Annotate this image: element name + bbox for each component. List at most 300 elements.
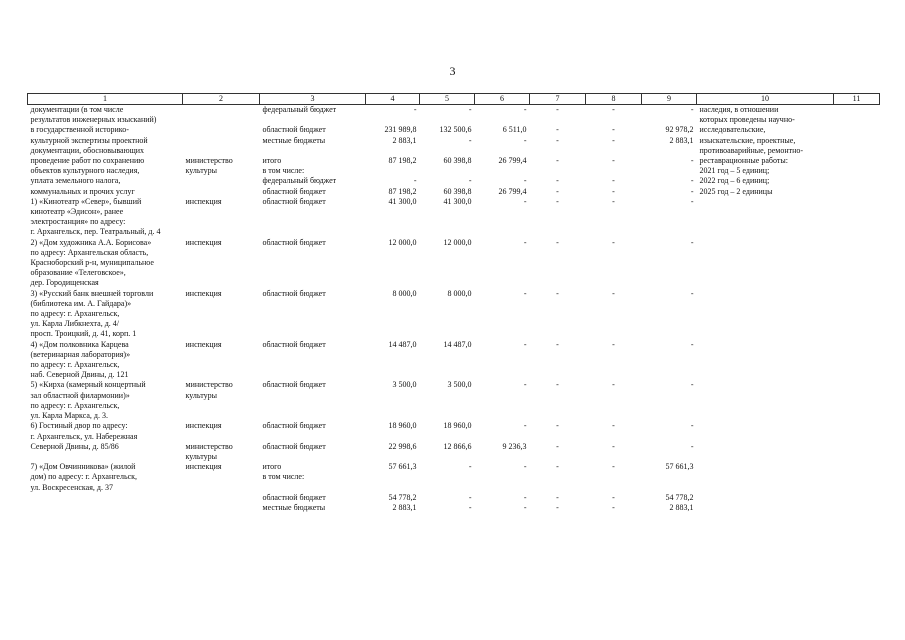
results-cell: [697, 238, 834, 248]
results-cell: [697, 370, 834, 380]
year-2025-cell: [642, 248, 697, 258]
year-2025-cell: -: [690, 237, 694, 247]
year-2023-cell: [530, 146, 586, 156]
year-2024-cell: [586, 391, 642, 401]
funding-source-cell: [260, 319, 366, 329]
total-cell: [366, 483, 420, 493]
year-2024-cell: [586, 258, 642, 268]
total-cell: 57 661,3: [388, 462, 417, 472]
year-2022-cell: [475, 432, 530, 442]
object-name-cell: по адресу: г. Архангельск,: [30, 309, 120, 319]
year-2024-cell: -: [612, 186, 615, 196]
year-2023-cell: [530, 258, 586, 268]
year-2024-cell: [586, 227, 642, 237]
total-cell: [366, 115, 420, 125]
responsible-cell: инспекция: [185, 462, 222, 472]
year-2023-cell: -: [556, 441, 559, 451]
year-2025-cell: [642, 268, 697, 278]
col-11-cell: [834, 391, 880, 401]
responsible-cell: [183, 268, 260, 278]
total-cell: [366, 472, 420, 482]
total-cell: 2 883,1: [392, 502, 417, 512]
total-cell: 87 198,2: [388, 186, 417, 196]
funding-source-cell: [260, 329, 366, 339]
object-name-cell: объектов культурного наследия,: [30, 166, 140, 176]
results-cell: [697, 421, 834, 431]
total-cell: [366, 329, 420, 339]
year-2022-cell: [475, 248, 530, 258]
year-2023-cell: [530, 452, 586, 462]
col-11-cell: [834, 360, 880, 370]
object-name-cell: уплата земельного налога,: [30, 176, 121, 186]
col-11-cell: [834, 452, 880, 462]
total-cell: 3 500,0: [392, 380, 417, 390]
year-2025-cell: -: [690, 380, 694, 390]
year-2025-cell: 57 661,3: [665, 462, 694, 472]
object-name-cell: ул. Карла Либкнехта, д. 4/: [30, 319, 119, 329]
total-cell: 2 883,1: [392, 135, 417, 145]
object-name-cell: образование «Телеговское»,: [30, 268, 126, 278]
col-11-cell: [834, 340, 880, 350]
year-2023-cell: [530, 472, 586, 482]
year-2023-cell: [530, 370, 586, 380]
year-2024-cell: [586, 411, 642, 421]
year-2022-cell: -: [523, 492, 527, 502]
table-row: [28, 125, 880, 135]
col-11-cell: [834, 350, 880, 360]
responsible-cell: [183, 370, 260, 380]
object-name-cell: [28, 452, 183, 462]
total-cell: [366, 217, 420, 227]
col-11-cell: [834, 432, 880, 442]
year-2021-cell: [420, 391, 475, 401]
table-row: [28, 462, 880, 472]
table-body: [28, 105, 880, 514]
results-cell: [697, 299, 834, 309]
year-2022-cell: [475, 411, 530, 421]
results-cell: [697, 401, 834, 411]
table-row: [28, 248, 880, 258]
year-2025-cell: -: [690, 421, 694, 431]
table-row: [28, 217, 880, 227]
year-2025-cell: [642, 360, 697, 370]
col-11-cell: [834, 268, 880, 278]
year-2025-cell: [642, 146, 697, 156]
responsible-cell: [183, 360, 260, 370]
year-2024-cell: [586, 248, 642, 258]
year-2021-cell: [420, 411, 475, 421]
year-2022-cell: [475, 299, 530, 309]
col-11-cell: [834, 187, 880, 197]
results-cell: исследовательские,: [699, 125, 766, 135]
results-cell: [697, 503, 834, 513]
results-cell: [697, 217, 834, 227]
results-cell: [697, 258, 834, 268]
col-11-cell: [834, 380, 880, 390]
year-2025-cell: [642, 319, 697, 329]
results-cell: 2021 год – 5 единиц;: [699, 166, 770, 176]
funding-source-cell: [260, 146, 366, 156]
responsible-cell: [183, 493, 260, 503]
responsible-cell: [183, 401, 260, 411]
year-2024-cell: [586, 207, 642, 217]
year-2024-cell: [586, 483, 642, 493]
year-2022-cell: [475, 268, 530, 278]
year-2022-cell: [475, 401, 530, 411]
object-name-cell: в государственной историко-: [30, 125, 129, 135]
responsible-cell: [183, 125, 260, 135]
year-2021-cell: [420, 432, 475, 442]
col-11-cell: [834, 248, 880, 258]
year-2022-cell: [475, 360, 530, 370]
total-cell: [366, 146, 420, 156]
object-name-cell: проведение работ по сохранению: [30, 156, 145, 166]
year-2023-cell: [530, 360, 586, 370]
year-2022-cell: [475, 370, 530, 380]
funding-source-cell: областной бюджет: [262, 492, 326, 502]
year-2024-cell: [586, 309, 642, 319]
year-2025-cell: [642, 452, 697, 462]
year-2025-cell: [642, 207, 697, 217]
year-2023-cell: [530, 350, 586, 360]
year-2022-cell: [475, 391, 530, 401]
total-cell: [366, 452, 420, 462]
col-11-cell: [834, 442, 880, 452]
col-11-cell: [834, 136, 880, 146]
year-2022-cell: 26 799,4: [498, 186, 527, 196]
funding-source-cell: [260, 411, 366, 421]
results-cell: реставрационные работы:: [699, 156, 788, 166]
year-2024-cell: -: [612, 462, 615, 472]
object-name-cell: наб. Северной Двины, д. 121: [30, 370, 129, 380]
year-2025-cell: [642, 350, 697, 360]
year-2025-cell: [642, 401, 697, 411]
responsible-cell: [183, 411, 260, 421]
year-2021-cell: [420, 227, 475, 237]
funding-source-cell: итого: [262, 156, 282, 166]
funding-source-cell: [260, 432, 366, 442]
col-11-cell: [834, 289, 880, 299]
funding-source-cell: [260, 483, 366, 493]
funding-source-cell: областной бюджет: [262, 196, 326, 206]
col-11-cell: [834, 258, 880, 268]
results-cell: [697, 483, 834, 493]
year-2023-cell: -: [556, 186, 559, 196]
year-2023-cell: [530, 411, 586, 421]
budget-table: [27, 93, 880, 513]
year-2022-cell: [475, 115, 530, 125]
col-11-cell: [834, 166, 880, 176]
object-name-cell: г. Архангельск, ул. Набережная: [30, 431, 138, 441]
year-2021-cell: 60 398,8: [443, 156, 472, 166]
year-2022-cell: [475, 472, 530, 482]
table-row: [28, 452, 880, 462]
table-row: [28, 278, 880, 288]
table-row: [28, 197, 880, 207]
year-2023-cell: [530, 248, 586, 258]
table-row: [28, 472, 880, 482]
object-name-cell: дер. Городищенская: [30, 278, 99, 288]
funding-source-cell: [260, 370, 366, 380]
year-2021-cell: [420, 299, 475, 309]
funding-source-cell: [260, 217, 366, 227]
year-2022-cell: -: [523, 502, 527, 512]
page-number: 3: [449, 64, 456, 78]
object-name-cell: 5) «Кирха (камерный концертный: [30, 380, 146, 390]
year-2025-cell: -: [690, 339, 694, 349]
col-11-cell: [834, 462, 880, 472]
total-cell: 87 198,2: [388, 156, 417, 166]
responsible-cell: культуры: [185, 166, 218, 176]
object-name-cell: кинотеатр «Эдисон», ранее: [30, 207, 124, 217]
year-2025-cell: -: [690, 186, 694, 196]
year-2024-cell: -: [612, 339, 615, 349]
responsible-cell: [183, 483, 260, 493]
responsible-cell: инспекция: [185, 237, 222, 247]
year-2021-cell: [420, 319, 475, 329]
year-2023-cell: [530, 299, 586, 309]
col-11-cell: [834, 278, 880, 288]
year-2025-cell: [642, 411, 697, 421]
year-2021-cell: 18 960,0: [443, 421, 472, 431]
responsible-cell: [183, 176, 260, 186]
results-cell: изыскательские, проектные,: [699, 135, 796, 145]
year-2024-cell: -: [612, 156, 615, 166]
responsible-cell: инспекция: [185, 421, 222, 431]
col-11-cell: [834, 319, 880, 329]
year-2023-cell: [530, 166, 586, 176]
year-2023-cell: -: [556, 135, 559, 145]
total-cell: -: [413, 176, 417, 186]
table-row: [28, 350, 880, 360]
year-2021-cell: [420, 370, 475, 380]
year-2024-cell: -: [612, 502, 615, 512]
year-2021-cell: [420, 452, 475, 462]
funding-source-cell: [260, 309, 366, 319]
col-11-cell: [834, 421, 880, 431]
year-2024-cell: [586, 217, 642, 227]
total-cell: 54 778,2: [388, 492, 417, 502]
year-2023-cell: [530, 207, 586, 217]
year-2023-cell: [530, 329, 586, 339]
total-cell: [366, 360, 420, 370]
funding-source-cell: [260, 391, 366, 401]
responsible-cell: культуры: [185, 390, 218, 400]
year-2025-cell: [642, 115, 697, 125]
table-row: [28, 319, 880, 329]
column-header: 7: [530, 94, 586, 105]
year-2023-cell: -: [556, 339, 559, 349]
year-2024-cell: [586, 401, 642, 411]
funding-source-cell: [260, 278, 366, 288]
total-cell: 18 960,0: [388, 421, 417, 431]
year-2022-cell: [475, 207, 530, 217]
funding-source-cell: областной бюджет: [262, 237, 326, 247]
results-cell: 2025 год – 2 единицы: [699, 186, 773, 196]
year-2021-cell: [420, 401, 475, 411]
year-2021-cell: 60 398,8: [443, 186, 472, 196]
total-cell: [366, 258, 420, 268]
year-2022-cell: [475, 452, 530, 462]
object-name-cell: документации, обосновывающих: [30, 145, 145, 155]
year-2021-cell: 8 000,0: [447, 288, 472, 298]
year-2024-cell: [586, 299, 642, 309]
total-cell: 14 487,0: [388, 339, 417, 349]
year-2025-cell: [642, 278, 697, 288]
year-2023-cell: -: [556, 502, 559, 512]
col-11-cell: [834, 309, 880, 319]
table-row: [28, 115, 880, 125]
funding-source-cell: областной бюджет: [262, 125, 326, 135]
table-row: [28, 411, 880, 421]
col-11-cell: [834, 329, 880, 339]
funding-source-cell: [260, 248, 366, 258]
year-2022-cell: -: [523, 237, 527, 247]
results-cell: [697, 442, 834, 452]
year-2023-cell: [530, 278, 586, 288]
total-cell: [366, 401, 420, 411]
year-2025-cell: [642, 472, 697, 482]
responsible-cell: [183, 432, 260, 442]
year-2024-cell: [586, 268, 642, 278]
results-cell: [697, 197, 834, 207]
funding-source-cell: [260, 227, 366, 237]
year-2025-cell: [642, 227, 697, 237]
col-11-cell: [834, 503, 880, 513]
col-11-cell: [834, 483, 880, 493]
year-2025-cell: [642, 391, 697, 401]
responsible-cell: [183, 217, 260, 227]
year-2023-cell: -: [556, 156, 559, 166]
year-2024-cell: [586, 432, 642, 442]
results-cell: [697, 432, 834, 442]
responsible-cell: [183, 350, 260, 360]
year-2021-cell: 14 487,0: [443, 339, 472, 349]
year-2022-cell: [475, 350, 530, 360]
col-11-cell: [834, 370, 880, 380]
total-cell: [366, 299, 420, 309]
funding-source-cell: областной бюджет: [262, 421, 326, 431]
column-header: 6: [475, 94, 530, 105]
table-row: [28, 289, 880, 299]
year-2022-cell: -: [523, 288, 527, 298]
funding-source-cell: областной бюджет: [262, 441, 326, 451]
year-2022-cell: -: [523, 196, 527, 206]
year-2021-cell: -: [468, 502, 472, 512]
object-name-cell: по адресу: г. Архангельск,: [30, 400, 120, 410]
responsible-cell: инспекция: [185, 196, 222, 206]
results-cell: [697, 248, 834, 258]
year-2024-cell: -: [612, 421, 615, 431]
object-name-cell: по адресу: Архангельская область,: [30, 247, 149, 257]
object-name-cell: 7) «Дом Овчинникова» (жилой: [30, 462, 136, 472]
year-2022-cell: 6 511,0: [502, 125, 527, 135]
year-2021-cell: [420, 166, 475, 176]
total-cell: 8 000,0: [392, 288, 417, 298]
year-2021-cell: [420, 146, 475, 156]
object-name-cell: 6) Гостиный двор по адресу:: [30, 421, 128, 431]
year-2023-cell: -: [556, 380, 559, 390]
results-cell: [697, 309, 834, 319]
year-2021-cell: -: [468, 176, 472, 186]
column-header: 4: [366, 94, 420, 105]
funding-source-cell: [260, 360, 366, 370]
object-name-cell: 1) «Кинотеатр «Север», бывший: [30, 196, 142, 206]
year-2024-cell: [586, 146, 642, 156]
funding-source-cell: [260, 207, 366, 217]
total-cell: -: [413, 105, 417, 114]
year-2021-cell: -: [468, 462, 472, 472]
column-header: 3: [260, 94, 366, 105]
year-2021-cell: [420, 278, 475, 288]
year-2025-cell: -: [690, 156, 694, 166]
object-name-cell: 2) «Дом художника А.А. Борисова»: [30, 237, 152, 247]
object-name-cell: дом) по адресу: г. Архангельск,: [30, 472, 138, 482]
year-2022-cell: [475, 329, 530, 339]
year-2021-cell: [420, 207, 475, 217]
header-row: [28, 94, 880, 105]
results-cell: [697, 289, 834, 299]
table-row: [28, 503, 880, 513]
year-2023-cell: -: [556, 176, 559, 186]
table-row: [28, 146, 880, 156]
total-cell: [366, 278, 420, 288]
table-row: [28, 136, 880, 146]
object-name-cell: [28, 493, 183, 503]
year-2023-cell: [530, 432, 586, 442]
year-2024-cell: -: [612, 105, 615, 114]
year-2025-cell: 2 883,1: [669, 135, 694, 145]
year-2022-cell: [475, 319, 530, 329]
col-11-cell: [834, 299, 880, 309]
results-cell: [697, 329, 834, 339]
year-2025-cell: -: [690, 288, 694, 298]
column-header: 10: [697, 94, 834, 105]
year-2025-cell: [642, 258, 697, 268]
object-name-cell: документации (в том числе: [30, 105, 124, 114]
col-11-cell: [834, 401, 880, 411]
responsible-cell: культуры: [185, 451, 218, 461]
year-2025-cell: [642, 329, 697, 339]
results-cell: [697, 319, 834, 329]
object-name-cell: 3) «Русский банк внешней торговли: [30, 288, 154, 298]
year-2024-cell: -: [612, 380, 615, 390]
responsible-cell: [183, 503, 260, 513]
object-name-cell: г. Архангельск, пер. Театральный, д. 4: [30, 227, 161, 237]
table-row: [28, 176, 880, 186]
table-row: [28, 432, 880, 442]
total-cell: [366, 370, 420, 380]
funding-source-cell: итого: [262, 462, 282, 472]
table-row: [28, 207, 880, 217]
year-2021-cell: -: [468, 105, 472, 114]
responsible-cell: министерство: [185, 380, 233, 390]
year-2025-cell: [642, 166, 697, 176]
year-2024-cell: [586, 329, 642, 339]
year-2024-cell: [586, 360, 642, 370]
table-row: [28, 340, 880, 350]
funding-source-cell: [260, 268, 366, 278]
funding-source-cell: [260, 350, 366, 360]
total-cell: 41 300,0: [388, 196, 417, 206]
year-2025-cell: 54 778,2: [665, 492, 694, 502]
year-2024-cell: -: [612, 288, 615, 298]
year-2023-cell: [530, 309, 586, 319]
responsible-cell: [183, 319, 260, 329]
funding-source-cell: в том числе:: [262, 472, 305, 482]
year-2022-cell: [475, 227, 530, 237]
results-cell: [697, 340, 834, 350]
